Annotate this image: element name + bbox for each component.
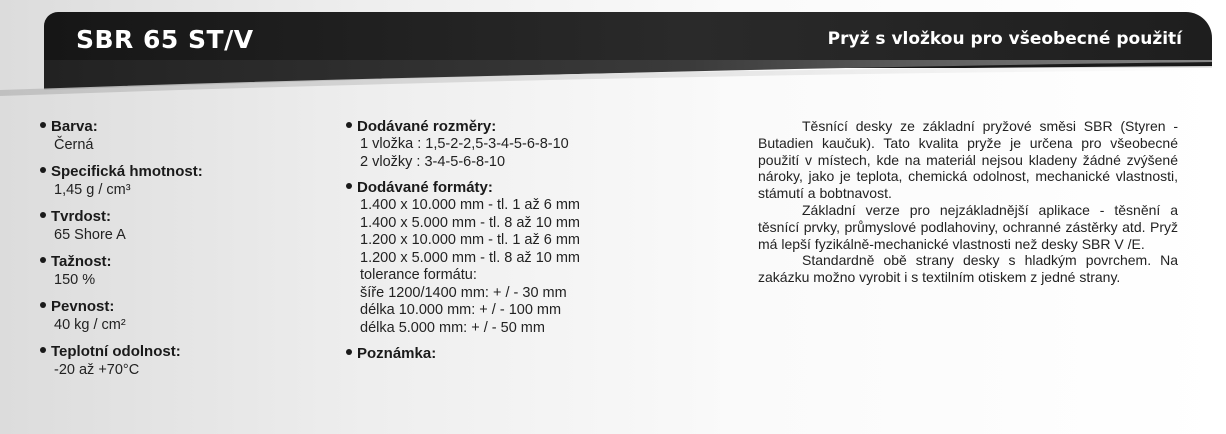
- format-line: délka 10.000 mm: + / - 100 mm: [360, 302, 562, 318]
- format-line: 1.200 x 5.000 mm - tl. 8 až 10 mm: [360, 249, 581, 266]
- property-hardness: [40, 208, 330, 244]
- bullet-icon: [40, 347, 46, 353]
- bullet-icon: [40, 122, 46, 128]
- sizes-line: 1 vložka : 1,5-2-2,5-3-4-5-6-8-10: [360, 136, 569, 152]
- property-label: Tvrdost:: [51, 208, 111, 225]
- product-subtitle: Pryž s vložkou pro všeobecné použití: [827, 29, 1182, 49]
- property-elongation: [40, 253, 330, 289]
- bullet-icon: [346, 122, 352, 128]
- property-density: [40, 163, 330, 199]
- property-value: -20 až +70°C: [54, 362, 140, 378]
- supplied-sizes: [346, 118, 676, 171]
- format-line: délka 5.000 mm: + / - 50 mm: [360, 319, 545, 336]
- product-title: SBR 65 ST/V: [76, 25, 254, 54]
- property-value: 1,45 g / cm³: [54, 182, 131, 198]
- sizes-label: Dodávané rozměry:: [357, 118, 497, 135]
- property-strength: [40, 298, 330, 334]
- bullet-icon: [40, 167, 46, 173]
- property-value: 150 %: [54, 272, 96, 288]
- properties-column: [40, 118, 330, 388]
- note-label: Poznámka:: [357, 345, 437, 362]
- property-color: [40, 118, 330, 154]
- sizes-column: [346, 118, 676, 371]
- property-label: Pevnost:: [51, 298, 115, 315]
- description-column: [758, 118, 1178, 286]
- note: [346, 345, 676, 363]
- description-paragraph: Základní verze pro nejzákladnější aplikace - těsnění a těsnící prvky, průmyslové podlahoviny, ochranné zástěrky atd. Pryž má lepší fyzikálně-mechanické vlastnosti než desky SBR V /E.: [758, 201, 1178, 252]
- property-temperature: [40, 343, 330, 379]
- format-line: 1.200 x 10.000 mm - tl. 1 až 6 mm: [360, 232, 581, 248]
- property-value: Černá: [54, 137, 94, 153]
- supplied-formats: [346, 179, 676, 337]
- bullet-icon: [40, 302, 46, 308]
- format-line: tolerance formátu:: [360, 267, 477, 283]
- formats-list: [346, 197, 676, 337]
- sizes-line: 2 vložky : 3-4-5-6-8-10: [360, 153, 506, 170]
- bullet-icon: [346, 183, 352, 189]
- bullet-icon: [40, 257, 46, 263]
- property-label: Tažnost:: [51, 253, 112, 270]
- format-line: 1.400 x 5.000 mm - tl. 8 až 10 mm: [360, 214, 581, 231]
- banner-swoosh: [0, 60, 1226, 100]
- format-line: šíře 1200/1400 mm: + / - 30 mm: [360, 284, 567, 301]
- bullet-icon: [346, 349, 352, 355]
- description-paragraph: Standardně obě strany desky s hladkým povrchem. Na zakázku možno vyrobit i s textilním otiskem z jedné strany.: [758, 252, 1178, 286]
- format-line: 1.400 x 10.000 mm - tl. 1 až 6 mm: [360, 197, 581, 213]
- bullet-icon: [40, 212, 46, 218]
- property-label: Specifická hmotnost:: [51, 163, 203, 180]
- property-value: 65 Shore A: [54, 227, 126, 243]
- description-paragraph: Těsnící desky ze základní pryžové směsi SBR (Styren - Butadien kaučuk). Tato kvalita pryže je určena pro všeobecné použití v místech, kde na materiál nejsou kladeny žádné zvýšené nároky, jako je teplota, chemická odolnost, mechanické vlastnosti, stámutí a bobtnavost.: [758, 118, 1178, 202]
- sizes-list: [346, 136, 676, 171]
- formats-label: Dodávané formáty:: [357, 179, 493, 196]
- property-value: 40 kg / cm²: [54, 317, 126, 333]
- property-label: Teplotní odolnost:: [51, 343, 181, 360]
- property-label: Barva:: [51, 118, 98, 135]
